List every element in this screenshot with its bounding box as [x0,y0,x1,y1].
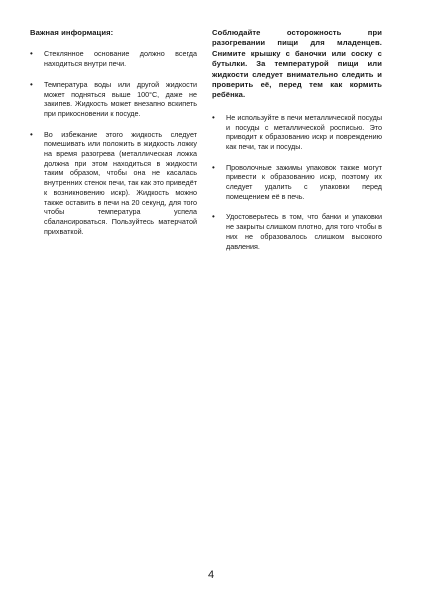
list-item: • Удостоверьтесь в том, что банки и упаковки не закрыты слишком плотно, для того чтобы в них не образовалось слишком высокого давления. [212,212,382,251]
left-bullet-list [30,49,197,236]
important-info-heading: Важная информация: [30,28,114,37]
baby-food-warning: Соблюдайте осторожность при разогревании пищи для младенцев. Снимите крышку с баночки или соску с бутылки. За температурой пищи или жидкости следует внимательно следить и проверить её, перед тем как кормить ребёнка. [212,28,382,100]
list-item: • Стеклянное основание должно всегда находиться внутри печи. [30,49,197,68]
list-item: • Во избежание этого жидкость следует помешивать или положить в жидкость ложку на время разогрева (металлическая ложка должна при этом находиться в жидкости таким образом, чтобы она не касалась внутренних стенок печи, так как это приведёт к возникновению искр). Жидкость можно также оставить в печи на 20 секунд, для того чтобы температура успела сбалансироваться. Пользуйтесь матерчатой прихваткой. [30,130,197,237]
right-column [212,28,382,262]
right-bullet-list [212,113,382,251]
list-item: • Не используйте в печи металлической посуды и посуды с металлической росписью. Это приводит к образованию искр и повреждению как печи, так и посуды. [212,113,382,152]
list-item: • Температура воды или другой жидкости может подняться выше 100°C, даже не закипев. Жидкость может внезапно вскипеть при прикосновении к посуде. [30,80,197,119]
page-number: 4 [207,569,215,581]
list-item: • Проволочные зажимы упаковок также могут привести к образованию искр, поэтому их следует удалить с упаковки перед помещением её в печь. [212,163,382,202]
left-column [30,28,197,247]
